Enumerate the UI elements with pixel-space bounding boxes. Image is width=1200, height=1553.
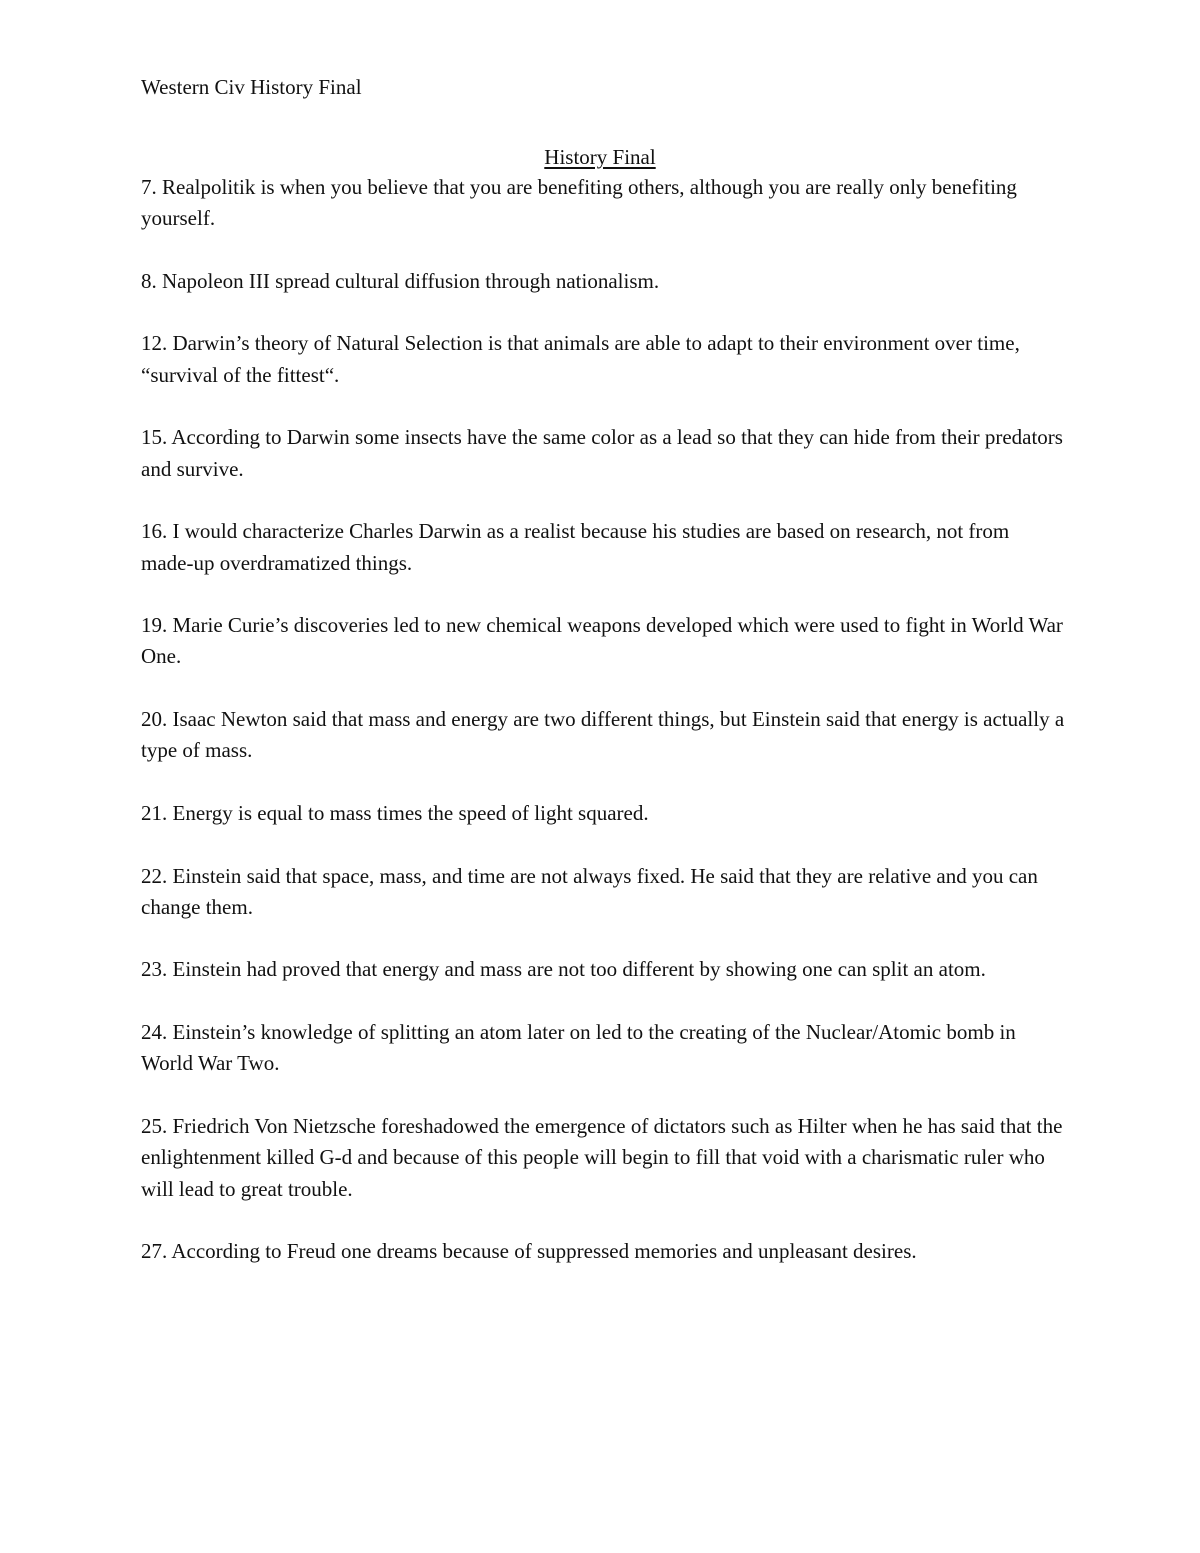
answer-item: 19. Marie Curie’s discoveries led to new chemical weapons developed which were used to fight in World War One. [141,613,1063,669]
answer-item: 23. Einstein had proved that energy and mass are not too different by showing one can split an atom. [141,957,986,982]
answer-list [141,172,1066,1299]
answer-item: 7. Realpolitik is when you believe that you are benefiting others, although you are really only benefiting yourself. [141,175,1017,231]
answer-item: 16. I would characterize Charles Darwin as a realist because his studies are based on research, not from made-up overdramatized things. [141,519,1010,575]
document-title-text: History Final [544,145,656,169]
answer-item: 8. Napoleon III spread cultural diffusion through nationalism. [141,268,660,293]
answer-item: 27. According to Freud one dreams because of suppressed memories and unpleasant desires. [141,1239,917,1264]
answer-item: 24. Einstein’s knowledge of splitting an atom later on led to the creating of the Nuclear/Atomic bomb in World War Two. [141,1020,1016,1076]
answer-item: 22. Einstein said that space, mass, and time are not always fixed. He said that they are relative and you can change them. [141,863,1038,919]
document-title [0,142,1200,173]
document-header: Western Civ History Final [141,75,362,99]
answer-item: 20. Isaac Newton said that mass and energy are two different things, but Einstein said that energy is actually a type of mass. [141,707,1065,763]
answer-item: 25. Friedrich Von Nietzsche foreshadowed the emergence of dictators such as Hilter when he has said that the enlightenment killed G-d and because of this people will begin to fill that void with a charismatic ruler who will lead to great trouble. [141,1113,1063,1201]
answer-item: 15. According to Darwin some insects have the same color as a lead so that they can hide from their predators and survive. [141,425,1063,481]
answer-item: 12. Darwin’s theory of Natural Selection is that animals are able to adapt to their environment over time, “survival of the fittest“. [141,331,1020,387]
answer-item: 21. Energy is equal to mass times the speed of light squared. [141,800,649,825]
